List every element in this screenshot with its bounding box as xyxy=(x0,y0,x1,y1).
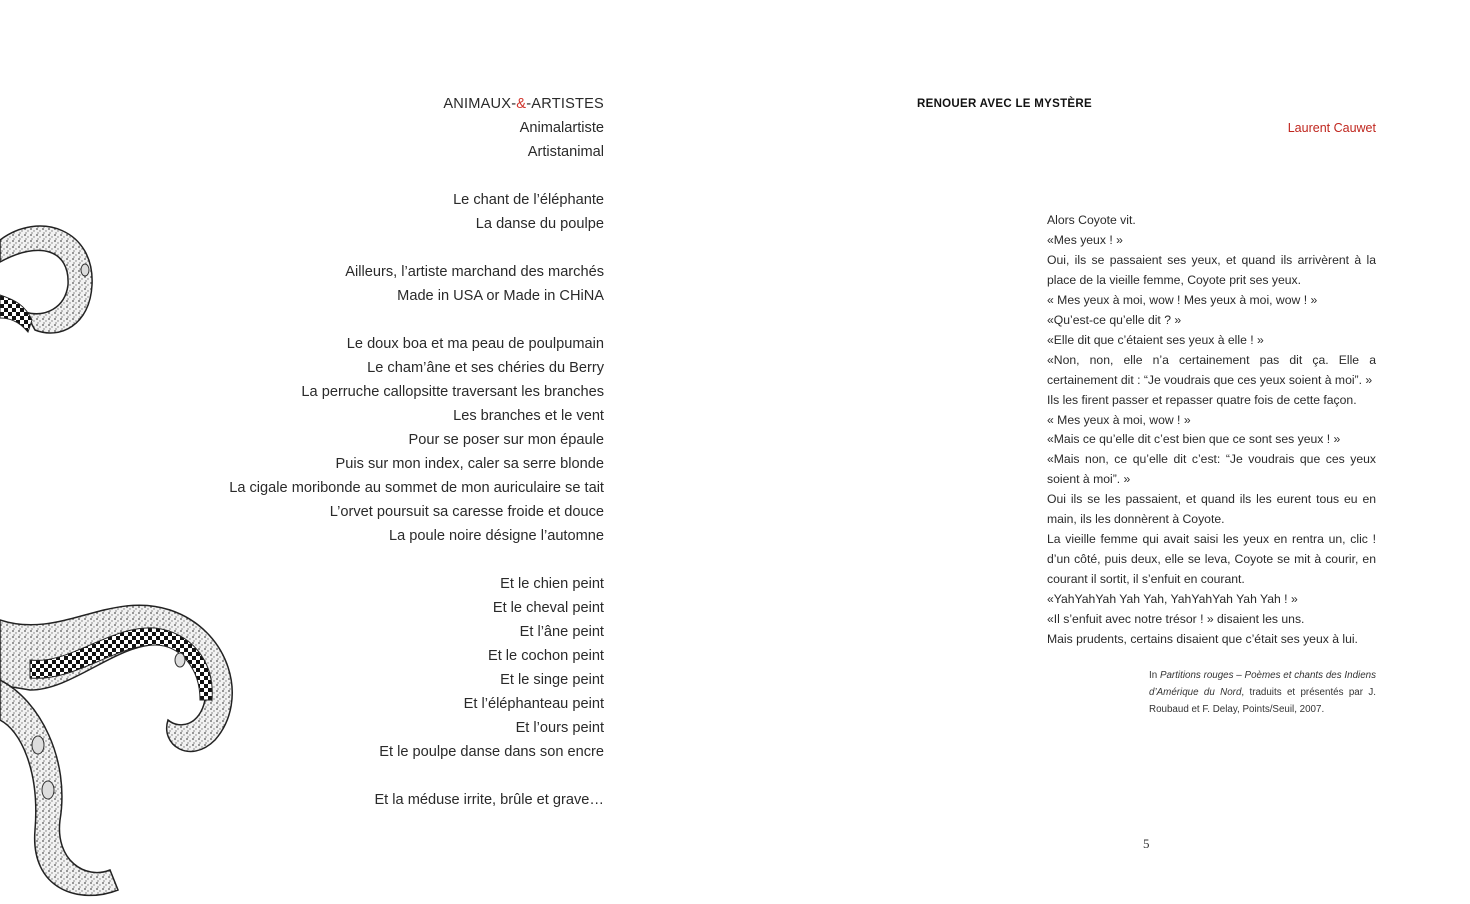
source-book-subtitle: Poèmes et chants des Indiens d’Amérique du Nord xyxy=(1149,670,1376,698)
poem-line: La poule noire désigne l’automne xyxy=(388,528,604,544)
poem-line: Et le cheval peint xyxy=(492,600,604,616)
quoted-passage xyxy=(1047,211,1376,650)
poem-line: Artistanimal xyxy=(527,144,604,160)
quote-paragraph: «Mes yeux ! » xyxy=(1047,232,1123,247)
source-book-title: Partitions rouges xyxy=(1159,670,1234,681)
article-title: RENOUER AVEC LE MYSTÈRE xyxy=(917,98,1092,110)
quote-paragraph: «Qu’est-ce qu’elle dit ? » xyxy=(1047,312,1182,327)
quote-paragraph: Oui, ils se passaient ses yeux, et quand ils arrivèrent à la place de la vieille femme, Coyote prit ses yeux. xyxy=(1047,252,1376,287)
stanza-gap xyxy=(229,308,604,332)
quote-paragraph: Alors Coyote vit. xyxy=(1047,213,1136,227)
stanza-gap xyxy=(229,164,604,188)
poem-line: Et le chien peint xyxy=(500,576,604,592)
quote-paragraph: «Il s’enfuit avec notre trésor ! » disaient les uns. xyxy=(1047,612,1305,627)
stanza-gap xyxy=(229,764,604,788)
poem-title-ampersand: & xyxy=(516,96,527,112)
stanza-gap xyxy=(229,236,604,260)
poem-line: La danse du poulpe xyxy=(475,216,604,232)
quote-paragraph: «Mais ce qu’elle dit c’est bien que ce sont ses yeux ! » xyxy=(1047,432,1341,447)
poem-line: Made in USA or Made in CHiNA xyxy=(397,288,604,304)
poem-line: Animalartiste xyxy=(519,120,604,136)
poem-line: Le cham’âne et ses chéries du Berry xyxy=(367,360,604,376)
poem-title: ANIMAUX-&-ARTISTES xyxy=(443,96,604,112)
poem-line: Ailleurs, l’artiste marchand des marchés xyxy=(345,264,604,280)
quote-paragraph: Oui ils se les passaient, et quand ils les eurent tous eu en main, ils les donnèrent à Coyote. xyxy=(1047,492,1376,527)
poem-line: La cigale moribonde au sommet de mon auriculaire se tait xyxy=(229,480,604,496)
poem-line: Puis sur mon index, caler sa serre blonde xyxy=(335,456,604,472)
poem-line: Et le poulpe danse dans son encre xyxy=(379,744,604,760)
page-number: 5 xyxy=(1143,836,1150,851)
quote-paragraph: « Mes yeux à moi, wow ! Mes yeux à moi, wow ! » xyxy=(1047,292,1318,307)
poem-line: Et le singe peint xyxy=(500,672,604,688)
poem-line: La perruche callopsitte traversant les branches xyxy=(301,384,604,400)
poem-line: L’orvet poursuit sa caresse froide et douce xyxy=(329,504,604,520)
stanza-gap xyxy=(229,548,604,572)
quote-paragraph: «YahYahYah Yah Yah, YahYahYah Yah Yah ! » xyxy=(1047,592,1298,607)
quote-paragraph: La vieille femme qui avait saisi les yeux en rentra un, clic ! d’un côté, puis deux, elle se leva, Coyote se mit à courir, en courant il sortit, il s’enfuit en courant. xyxy=(1047,532,1376,587)
source-citation: In Partitions rouges – Poèmes et chants des Indiens d’Amérique du Nord, traduits et présentés par J. Roubaud et F. Delay, Points/Seuil, 2007. xyxy=(1149,670,1376,715)
octopus-tentacle-illustration xyxy=(0,0,260,904)
poem-line: Et la méduse irrite, brûle et grave… xyxy=(374,792,604,808)
poem-line: Pour se poser sur mon épaule xyxy=(408,432,604,448)
quote-paragraph: Mais prudents, certains disaient que c’était ses yeux à lui. xyxy=(1047,632,1358,647)
poem-line: Et le cochon peint xyxy=(487,648,604,664)
poem-line: Le doux boa et ma peau de poulpumain xyxy=(346,336,604,352)
poem-line: Et l’ours peint xyxy=(515,720,604,736)
poem-body xyxy=(229,116,604,812)
quote-paragraph: «Mais non, ce qu’elle dit c’est: “Je voudrais que ces yeux soient à moi”. » xyxy=(1047,452,1376,487)
poem-line: Et l’âne peint xyxy=(519,624,604,640)
quote-paragraph: «Non, non, elle n’a certainement pas dit ça. Elle a certainement dit : “Je voudrais que ces yeux soient à moi”. » xyxy=(1047,352,1376,387)
quote-paragraph: Ils les firent passer et repasser quatre fois de cette façon. xyxy=(1047,392,1357,407)
quote-paragraph: « Mes yeux à moi, wow ! » xyxy=(1047,412,1191,427)
poem-line: Les branches et le vent xyxy=(453,408,604,424)
poem-line: Le chant de l’éléphante xyxy=(453,192,604,208)
quote-paragraph: «Elle dit que c’étaient ses yeux à elle ! » xyxy=(1047,332,1264,347)
poem xyxy=(229,92,604,812)
poem-line: Et l’éléphanteau peint xyxy=(463,696,604,712)
article-author: Laurent Cauwet xyxy=(1287,121,1376,135)
